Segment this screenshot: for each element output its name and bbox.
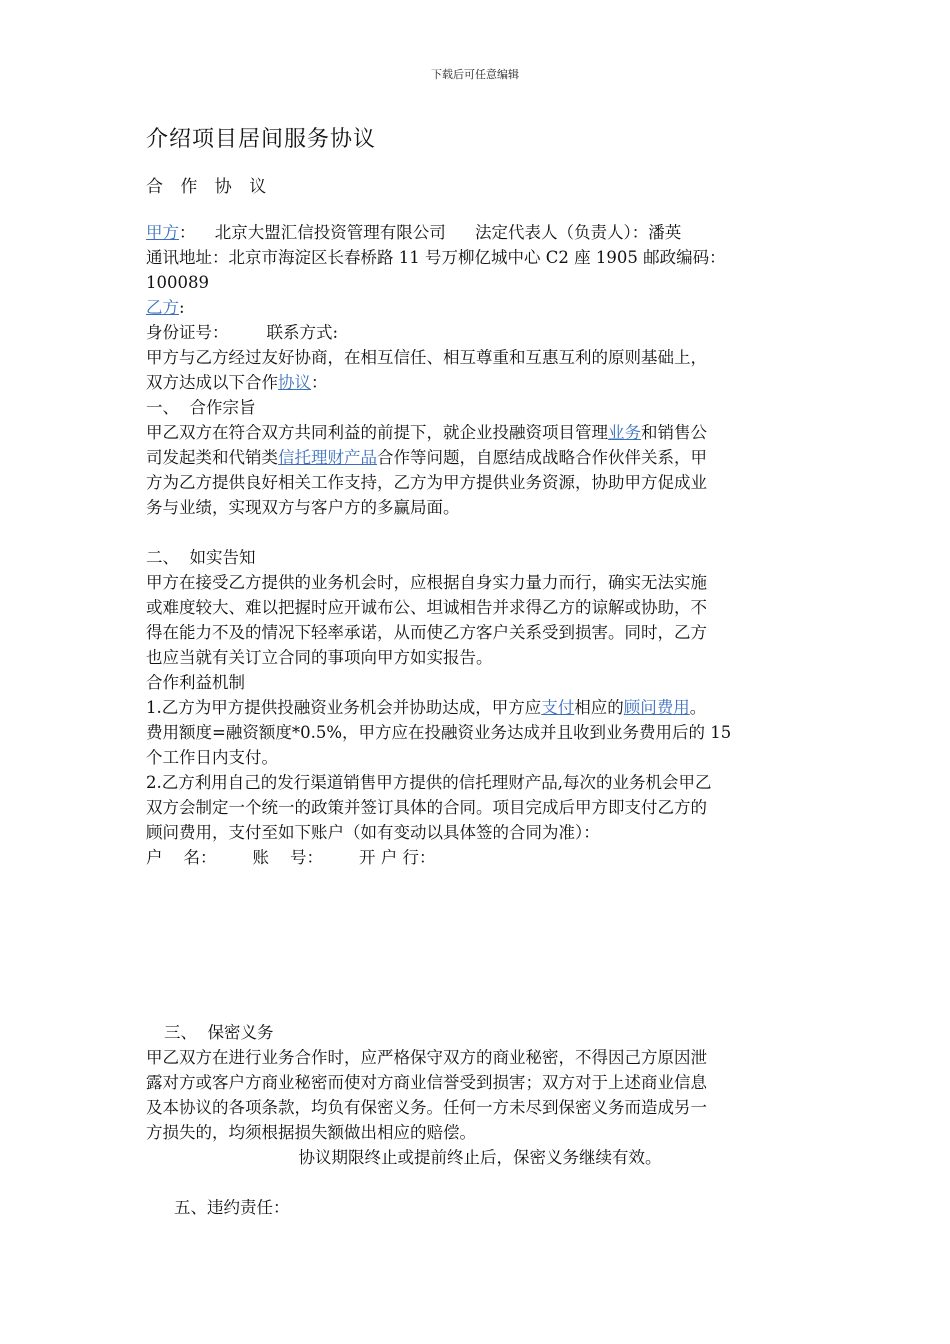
section1-text: 甲乙双方在符合双方共同利益的前提下，就企业投融资项目管理 bbox=[146, 423, 608, 442]
account-number-label: 账 号： bbox=[252, 848, 323, 867]
section1-text-4: 合作等问题，自愿结成战略合作伙伴关系，甲 bbox=[377, 448, 707, 467]
document-body bbox=[146, 220, 814, 1220]
section2-line-1: 甲方在接受乙方提供的业务机会时，应根据自身实力量力而行，确实无法实施 bbox=[146, 573, 707, 592]
benefit-heading: 合作利益机制 bbox=[146, 673, 245, 692]
benefit-text: 1.乙方为甲方提供投融资业务机会并协助达成，甲方应 bbox=[146, 698, 542, 717]
section2-line-3: 得在能力不及的情况下轻率承诺，从而使乙方客户关系受到损害。同时，乙方 bbox=[146, 623, 707, 642]
benefit-item1-line-1 bbox=[146, 695, 814, 720]
section3-line-1: 甲乙双方在进行业务合作时，应严格保守双方的商业秘密，不得因己方原因泄 bbox=[146, 1048, 707, 1067]
party-a-line bbox=[146, 220, 814, 245]
consulting-fee-link[interactable]: 顾问费用 bbox=[623, 698, 690, 717]
section5-heading: 五、违约责任： bbox=[174, 1198, 290, 1217]
party-a-colon: ： bbox=[179, 223, 196, 242]
contact-label: 联系方式: bbox=[266, 323, 339, 342]
id-contact-line bbox=[146, 320, 814, 345]
benefit-item1-line-3: 个工作日内支付。 bbox=[146, 748, 278, 767]
trust-product-link[interactable]: 信托理财产品 bbox=[278, 448, 377, 467]
benefit-item2-line-1: 2.乙方利用自己的发行渠道销售甲方提供的信托理财产品,每次的业务机会甲乙 bbox=[146, 773, 712, 792]
section2-heading: 二、 如实告知 bbox=[146, 548, 256, 567]
section1-heading: 一、 合作宗旨 bbox=[146, 398, 256, 417]
benefit-item2-line-2: 双方会制定一个统一的政策并签订具体的合同。项目完成后甲方即支付乙方的 bbox=[146, 798, 707, 817]
payment-link[interactable]: 支付 bbox=[541, 698, 575, 717]
benefit-item1-line-2: 费用额度=融资额度*0.5%，甲方应在投融资业务达成并且收到业务费用后的 15 bbox=[146, 723, 732, 742]
party-b-link[interactable]: 乙方 bbox=[146, 298, 179, 317]
section2-line-4: 也应当就有关订立合同的事项向甲方如实报告。 bbox=[146, 648, 493, 667]
section3-line-2: 露对方或客户方商业秘密而使对方商业信誉受到损害；双方对于上述商业信息 bbox=[146, 1073, 707, 1092]
section1-text-2: 和销售公 bbox=[641, 423, 707, 442]
intro-text: 双方达成以下合作 bbox=[146, 373, 278, 392]
id-label: 身份证号： bbox=[146, 323, 229, 342]
section1-line-1 bbox=[146, 420, 814, 445]
account-bank-label: 开 户 行： bbox=[358, 848, 436, 867]
document-title: 介绍项目居间服务协议 bbox=[146, 127, 377, 152]
intro-line-1: 甲方与乙方经过友好协商，在相互信任、相互尊重和互惠互利的原则基础上， bbox=[146, 348, 707, 367]
account-line bbox=[146, 845, 814, 870]
address-line-1: 通讯地址：北京市海淀区长春桥路 11 号万柳亿城中心 C2 座 1905 邮政编码： bbox=[146, 248, 726, 267]
address-line-2: 100089 bbox=[146, 273, 209, 292]
section3-line-3: 及本协议的各项条款，均负有保密义务。任何一方未尽到保密义务而造成另一 bbox=[146, 1098, 707, 1117]
benefit-text-2: 相应的 bbox=[574, 698, 624, 717]
party-a-name: 北京大盟汇信投资管理有限公司 bbox=[214, 223, 446, 242]
document-subtitle: 合 作 协 议 bbox=[146, 177, 273, 197]
agreement-link[interactable]: 协议 bbox=[278, 373, 311, 392]
party-b-colon: : bbox=[179, 298, 185, 317]
section3-line-4: 方损失的，均须根据损失额做出相应的赔偿。 bbox=[146, 1123, 476, 1142]
benefit-text-3: 。 bbox=[689, 698, 707, 717]
section1-line-3: 方为乙方提供良好相关工作支持，乙方为甲方提供业务资源，协助甲方促成业 bbox=[146, 473, 707, 492]
section1-text-3: 司发起类和代销类 bbox=[146, 448, 278, 467]
section3-heading: 三、 保密义务 bbox=[164, 1023, 274, 1042]
section1-line-2 bbox=[146, 445, 814, 470]
account-name-label: 户 名： bbox=[146, 848, 217, 867]
party-a-representative: 法定代表人（负责人）：潘英 bbox=[475, 223, 682, 242]
section1-line-4: 务与业绩，实现双方与客户方的多赢局面。 bbox=[146, 498, 460, 517]
party-b-line bbox=[146, 295, 814, 320]
intro-colon: ： bbox=[311, 373, 328, 392]
party-a-link[interactable]: 甲方 bbox=[146, 223, 179, 242]
intro-line-2 bbox=[146, 370, 814, 395]
benefit-item2-line-3: 顾问费用，支付至如下账户（如有变动以具体签的合同为准）： bbox=[146, 823, 600, 842]
section2-line-2: 或难度较大、难以把握时应开诚布公、坦诚相告并求得乙方的谅解或协助，不 bbox=[146, 598, 707, 617]
business-link[interactable]: 业务 bbox=[608, 423, 641, 442]
section3-closing: 协议期限终止或提前终止后，保密义务继续有效。 bbox=[298, 1148, 662, 1167]
page-header: 下载后可任意编辑 bbox=[431, 68, 519, 81]
